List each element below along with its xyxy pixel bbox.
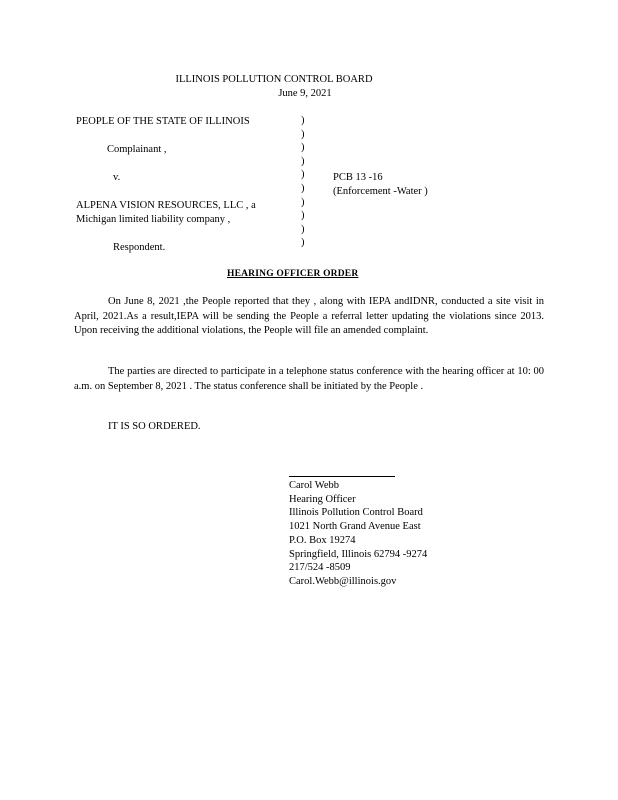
paren: ) [301,182,305,194]
complainant-label: Complainant , [107,144,167,155]
paren: ) [301,142,305,154]
paren: ) [301,223,305,235]
signer-email[interactable]: Carol.Webb@illinois.gov [289,575,397,587]
signature-line [289,476,395,477]
signer-org: Illinois Pollution Control Board [289,507,423,519]
versus-label: v. [113,172,121,183]
paren: ) [301,169,305,181]
party-people: PEOPLE OF THE STATE OF ILLINOIS [76,116,250,127]
board-name: ILLINOIS POLLUTION CONTROL BOARD [175,74,373,85]
paragraph-1: On June 8, 2021 ,the People reported that they , along with IEPA andIDNR, conducted a site visit in April, 2021.As a result,IEPA will be sending the People a referral letter updating the violations since 2013. Upon receiving the additional violations, the People will file an amended complaint. [74,296,544,336]
signature-block [289,479,427,589]
signer-name: Carol Webb [289,480,339,491]
paren: ) [301,128,305,140]
party-alpena-line1: ALPENA VISION RESOURCES, LLC , a [76,200,256,211]
order-date: June 9, 2021 [278,88,332,99]
caption-parentheses [301,114,311,250]
paren: ) [301,115,305,126]
signer-city: Springfield, Illinois 62794 -9274 [289,548,428,560]
so-ordered: IT IS SO ORDERED. [108,421,201,432]
paren: ) [301,155,305,167]
signer-phone: 217/524 -8509 [289,562,351,574]
paragraph-2: The parties are directed to participate in a telephone status conference with the hearing officer at 10: 00 a.m. on September 8, 2021 . The status conference shall be initiated by the People . [74,366,544,392]
paren: ) [301,210,305,222]
order-title: HEARING OFFICER ORDER [227,269,359,279]
signer-pobox: P.O. Box 19274 [289,534,356,546]
signer-street: 1021 North Grand Avenue East [289,521,421,533]
case-type: (Enforcement -Water ) [333,186,428,197]
party-alpena-line2: Michigan limited liability company , [76,214,231,225]
paren: ) [301,237,305,249]
paren: ) [301,196,305,208]
signer-title: Hearing Officer [289,493,356,505]
case-number: PCB 13 -16 [333,172,383,183]
respondent-label: Respondent. [113,242,166,253]
